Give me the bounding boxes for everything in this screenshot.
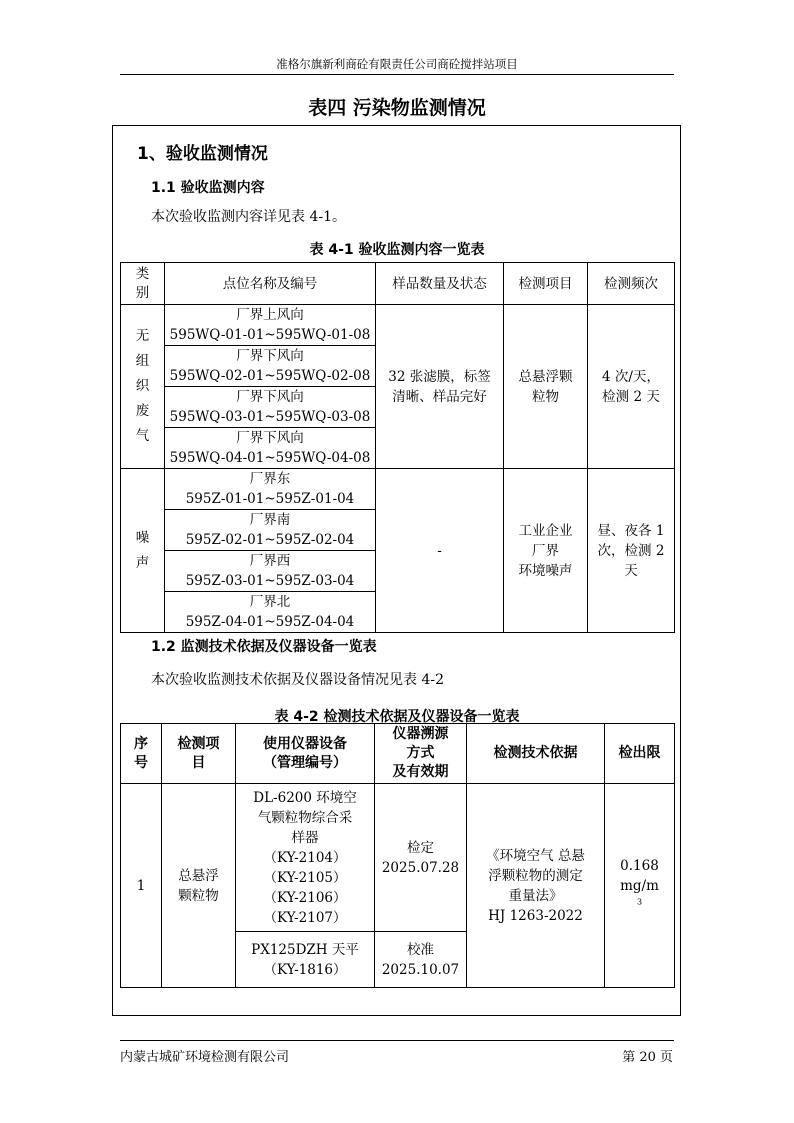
basis-cell: 《环境空气 总悬 浮颗粒物的测定 重量法》 HJ 1263-2022	[467, 784, 605, 988]
table-row	[121, 305, 675, 346]
footer-company: 内蒙古城矿环境检测有限公司	[120, 1050, 290, 1065]
point-cell: 厂界东 595Z-01-01~595Z-01-04	[165, 469, 376, 510]
footer-rule	[120, 1040, 674, 1041]
header-cell: 检出限	[605, 724, 675, 784]
number-cell: 1	[121, 784, 162, 988]
page-number: 第 20 页	[622, 1050, 673, 1065]
frequency-cell: 昼、夜各 1 次，检测 2 天	[588, 469, 675, 633]
table-row	[121, 469, 675, 510]
table-4-2-caption: 表 4-2 检测技术依据及仪器设备一览表	[274, 709, 520, 725]
header-cell: 检测项 目	[162, 724, 236, 784]
sample-cell: -	[376, 469, 504, 633]
header-cell: 检测项目	[504, 263, 588, 305]
running-header: 准格尔旗新利商砼有限责任公司商砼搅拌站项目	[276, 57, 518, 71]
paragraph-1-1: 本次验收监测内容详见表 4-1。	[151, 209, 346, 225]
point-cell: 厂界上风向 595WQ-01-01~595WQ-01-08	[165, 305, 376, 346]
header-cell: 使用仪器设备 （管理编号）	[236, 724, 375, 784]
point-cell: 厂界下风向 595WQ-04-01~595WQ-04-08	[165, 428, 376, 469]
header-cell: 点位名称及编号	[165, 263, 376, 305]
header-cell: 序 号	[121, 724, 162, 784]
frequency-cell: 4 次/天， 检测 2 天	[588, 305, 675, 469]
page-title: 表四 污染物监测情况	[308, 97, 486, 119]
table-header-row	[121, 263, 675, 305]
item-cell: 总悬浮 颗粒物	[162, 784, 236, 988]
sample-cell: 32 张滤膜，标签 清晰、样品完好	[376, 305, 504, 469]
point-cell: 厂界南 595Z-02-01~595Z-02-04	[165, 510, 376, 551]
subsection-heading-1-1: 1.1 验收监测内容	[151, 180, 265, 196]
table-header-row	[121, 724, 675, 784]
paragraph-1-2: 本次验收监测技术依据及仪器设备情况见表 4-2	[151, 672, 444, 688]
point-cell: 厂界下风向 595WQ-03-01~595WQ-03-08	[165, 387, 376, 428]
header-cell: 检测频次	[588, 263, 675, 305]
traceability-cell: 检定 2025.07.28	[375, 784, 467, 932]
point-cell: 厂界西 595Z-03-01~595Z-03-04	[165, 551, 376, 592]
item-cell: 工业企业 厂界 环境噪声	[504, 469, 588, 633]
point-cell: 厂界下风向 595WQ-02-01~595WQ-02-08	[165, 346, 376, 387]
table-4-1	[120, 262, 675, 633]
instrument-cell: DL-6200 环境空 气颗粒物综合采 样器 （KY-2104） （KY-2105） （KY-2106） （KY-2107）	[236, 784, 375, 932]
traceability-cell: 校准 2025.10.07	[375, 932, 467, 988]
item-cell: 总悬浮颗 粒物	[504, 305, 588, 469]
header-cell: 检测技术依据	[467, 724, 605, 784]
header-cell: 类别	[121, 263, 165, 305]
header-rule	[120, 74, 674, 75]
detection-limit-cell: 0.168 mg/m $^3$	[605, 784, 675, 988]
point-cell: 厂界北 595Z-04-01~595Z-04-04	[165, 592, 376, 633]
header-cell: 样品数量及状态	[376, 263, 504, 305]
section-heading: 1、验收监测情况	[137, 144, 268, 164]
table-row	[121, 784, 675, 932]
instrument-cell: PX125DZH 天平 （KY-1816）	[236, 932, 375, 988]
category-cell: 无组织废气	[121, 305, 165, 469]
header-cell: 仪器溯源 方式 及有效期	[375, 724, 467, 784]
category-cell: 噪声	[121, 469, 165, 633]
table-4-2	[120, 723, 675, 988]
table-4-1-caption: 表 4-1 验收监测内容一览表	[309, 242, 485, 258]
subsection-heading-1-2: 1.2 监测技术依据及仪器设备一览表	[151, 639, 377, 655]
